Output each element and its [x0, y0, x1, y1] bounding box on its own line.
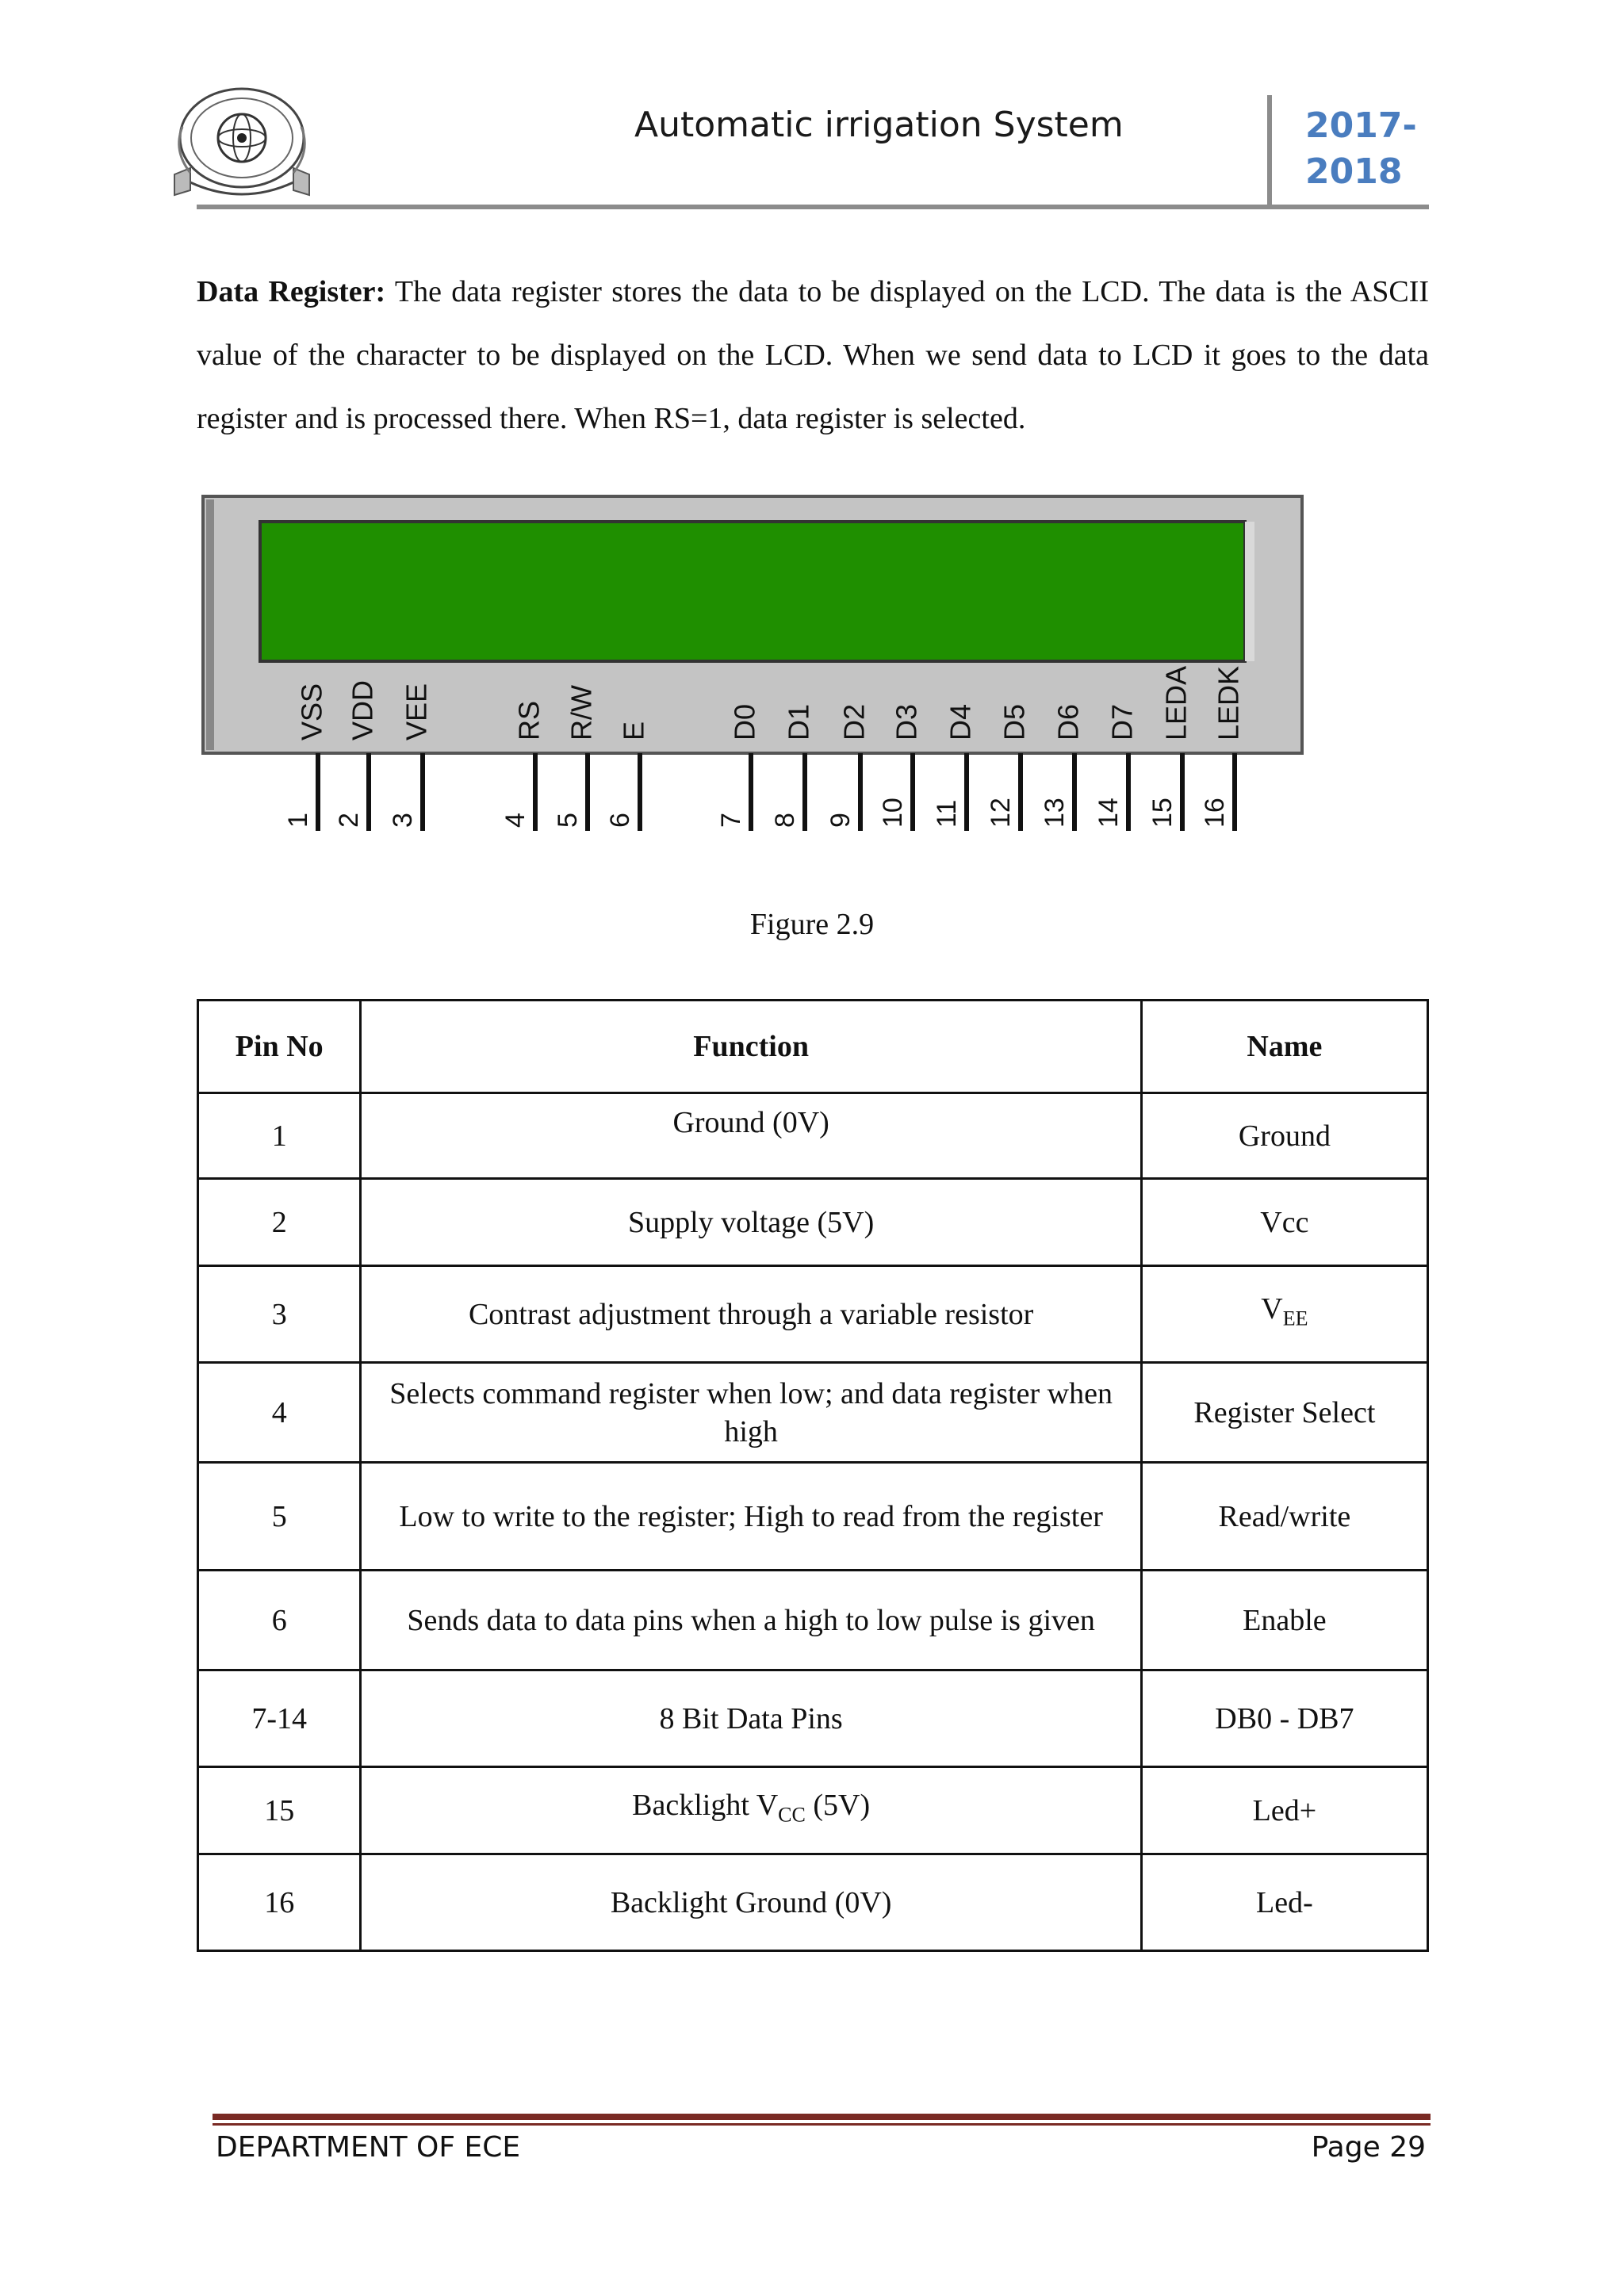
- lcd-pin-lead: [910, 753, 915, 831]
- lcd-pin-lead: [1126, 753, 1131, 831]
- document-title: Automatic irrigation System: [634, 105, 1124, 145]
- college-logo: [159, 79, 325, 206]
- header-name: Name: [1141, 1001, 1427, 1093]
- function-cell: Selects command register when low; and data register when high: [361, 1363, 1141, 1463]
- lcd-pin-lead: [366, 753, 371, 831]
- pin-cell: 4: [198, 1363, 361, 1463]
- table-row: [198, 1571, 1428, 1670]
- function-cell: Low to write to the register; High to read from the register: [361, 1463, 1141, 1571]
- pin-cell: 16: [198, 1854, 361, 1951]
- lcd-pin-lead: [749, 753, 753, 831]
- lcd-pin-label: D5: [998, 703, 1031, 740]
- pin-cell: 1: [198, 1093, 361, 1179]
- lcd-pin-lead: [1180, 753, 1185, 831]
- name-cell: Vcc: [1141, 1179, 1427, 1266]
- name-cell: Register Select: [1141, 1363, 1427, 1463]
- lcd-pin-number: 14: [1093, 798, 1124, 828]
- footer-rule: [213, 2114, 1431, 2120]
- lcd-pin-lead: [802, 753, 807, 831]
- lcd-pin-label: D0: [728, 703, 761, 740]
- lcd-pin-lead: [585, 753, 590, 831]
- name-main: V: [1261, 1292, 1283, 1326]
- function-cell: Backlight Ground (0V): [361, 1854, 1141, 1951]
- function-cell: Sends data to data pins when a high to low pulse is given: [361, 1571, 1141, 1670]
- table-header-row: [198, 1001, 1428, 1093]
- lcd-pin-label: D3: [890, 703, 923, 740]
- lcd-pin-number: 8: [769, 813, 800, 828]
- lcd-pin-lead: [420, 753, 425, 831]
- function-cell: Contrast adjustment through a variable resistor: [361, 1266, 1141, 1363]
- footer-page-number: Page 29: [1311, 2131, 1426, 2164]
- lcd-screen: [260, 522, 1245, 661]
- function-tail: (5V): [805, 1789, 871, 1823]
- lcd-pin-label: D7: [1105, 703, 1139, 740]
- lcd-pin-label: LEDK: [1212, 665, 1245, 740]
- table-row: [198, 1854, 1428, 1951]
- function-subscript: CC: [778, 1803, 806, 1827]
- paragraph-label: Data Register:: [197, 275, 386, 308]
- lcd-pin-label: D6: [1051, 703, 1085, 740]
- lcd-pin-number: 4: [500, 813, 530, 828]
- table-row: [198, 1093, 1428, 1179]
- header-pin-no: Pin No: [198, 1001, 361, 1093]
- lcd-pin-label: VSS: [295, 683, 328, 740]
- footer-department: DEPARTMENT OF ECE: [216, 2131, 521, 2164]
- footer-rule-thin: [213, 2123, 1431, 2126]
- lcd-pin-number: 16: [1199, 798, 1230, 828]
- pin-cell: 3: [198, 1266, 361, 1363]
- name-cell: Enable: [1141, 1571, 1427, 1670]
- document-year: 2017- 2018: [1305, 105, 1417, 192]
- lcd-pin-label: D1: [782, 703, 815, 740]
- header-function: Function: [361, 1001, 1141, 1093]
- table-row: [198, 1363, 1428, 1463]
- name-cell: DB0 - DB7: [1141, 1670, 1427, 1767]
- lcd-pin-label: E: [617, 721, 650, 740]
- lcd-pin-label: R/W: [565, 685, 598, 740]
- header-rule: [197, 205, 1429, 209]
- lcd-pin-number: 12: [985, 798, 1016, 828]
- name-cell: [1141, 1266, 1427, 1363]
- data-register-paragraph: [197, 260, 1429, 450]
- lcd-pin-number: 15: [1147, 798, 1178, 828]
- lcd-pin-number: 7: [715, 813, 746, 828]
- name-cell: Led-: [1141, 1854, 1427, 1951]
- name-cell: Led+: [1141, 1767, 1427, 1854]
- pin-cell: 7-14: [198, 1670, 361, 1767]
- name-subscript: EE: [1282, 1307, 1308, 1330]
- function-cell: Ground (0V): [361, 1093, 1141, 1179]
- name-cell: Ground: [1141, 1093, 1427, 1179]
- lcd-pin-label: VDD: [346, 679, 379, 740]
- lcd-pin-number: 9: [825, 813, 856, 828]
- function-cell: Supply voltage (5V): [361, 1179, 1141, 1266]
- lcd-pin-number: 6: [604, 813, 635, 828]
- lcd-pinout-figure: [201, 495, 1305, 836]
- pin-cell: 6: [198, 1571, 361, 1670]
- pin-table: [197, 999, 1429, 1952]
- lcd-pin-label: D4: [944, 703, 977, 740]
- pin-cell: 5: [198, 1463, 361, 1571]
- lcd-pin-label: D2: [837, 703, 871, 740]
- lcd-pin-label: RS: [512, 700, 546, 740]
- table-row: [198, 1767, 1428, 1854]
- lcd-pin-label: LEDA: [1159, 665, 1193, 740]
- lcd-pin-lead: [533, 753, 538, 831]
- lcd-pin-lead: [964, 753, 969, 831]
- lcd-pin-number: 11: [931, 799, 962, 828]
- pin-cell: 15: [198, 1767, 361, 1854]
- lcd-pin-lead: [638, 753, 642, 831]
- lcd-pin-number: 10: [877, 798, 908, 828]
- function-main: Backlight V: [632, 1789, 779, 1823]
- lcd-pin-number: 1: [282, 813, 313, 828]
- table-row: [198, 1463, 1428, 1571]
- lcd-pin-number: 13: [1039, 798, 1070, 828]
- table-row: [198, 1179, 1428, 1266]
- lcd-pin-number: 5: [552, 813, 583, 828]
- lcd-pin-lead: [1232, 753, 1237, 831]
- function-cell: [361, 1767, 1141, 1854]
- paragraph-text: The data register stores the data to be displayed on the LCD. The data is the ASCII value of the character to be displayed on the LCD. When we send data to LCD it goes to the data register and is processed there. When RS=1, data register is selected.: [197, 275, 1430, 435]
- lcd-pin-number: 3: [387, 813, 418, 828]
- table-row: [198, 1670, 1428, 1767]
- header-divider: [1267, 95, 1272, 208]
- pin-cell: 2: [198, 1179, 361, 1266]
- lcd-pin-lead: [858, 753, 863, 831]
- figure-caption: Figure 2.9: [749, 908, 875, 941]
- table-row: [198, 1266, 1428, 1363]
- lcd-pin-lead: [316, 753, 320, 831]
- lcd-pin-number: 2: [333, 813, 364, 828]
- lcd-pin-lead: [1018, 753, 1023, 831]
- name-cell: Read/write: [1141, 1463, 1427, 1571]
- function-cell: 8 Bit Data Pins: [361, 1670, 1141, 1767]
- lcd-pin-lead: [1072, 753, 1077, 831]
- lcd-pin-label: VEE: [400, 683, 433, 740]
